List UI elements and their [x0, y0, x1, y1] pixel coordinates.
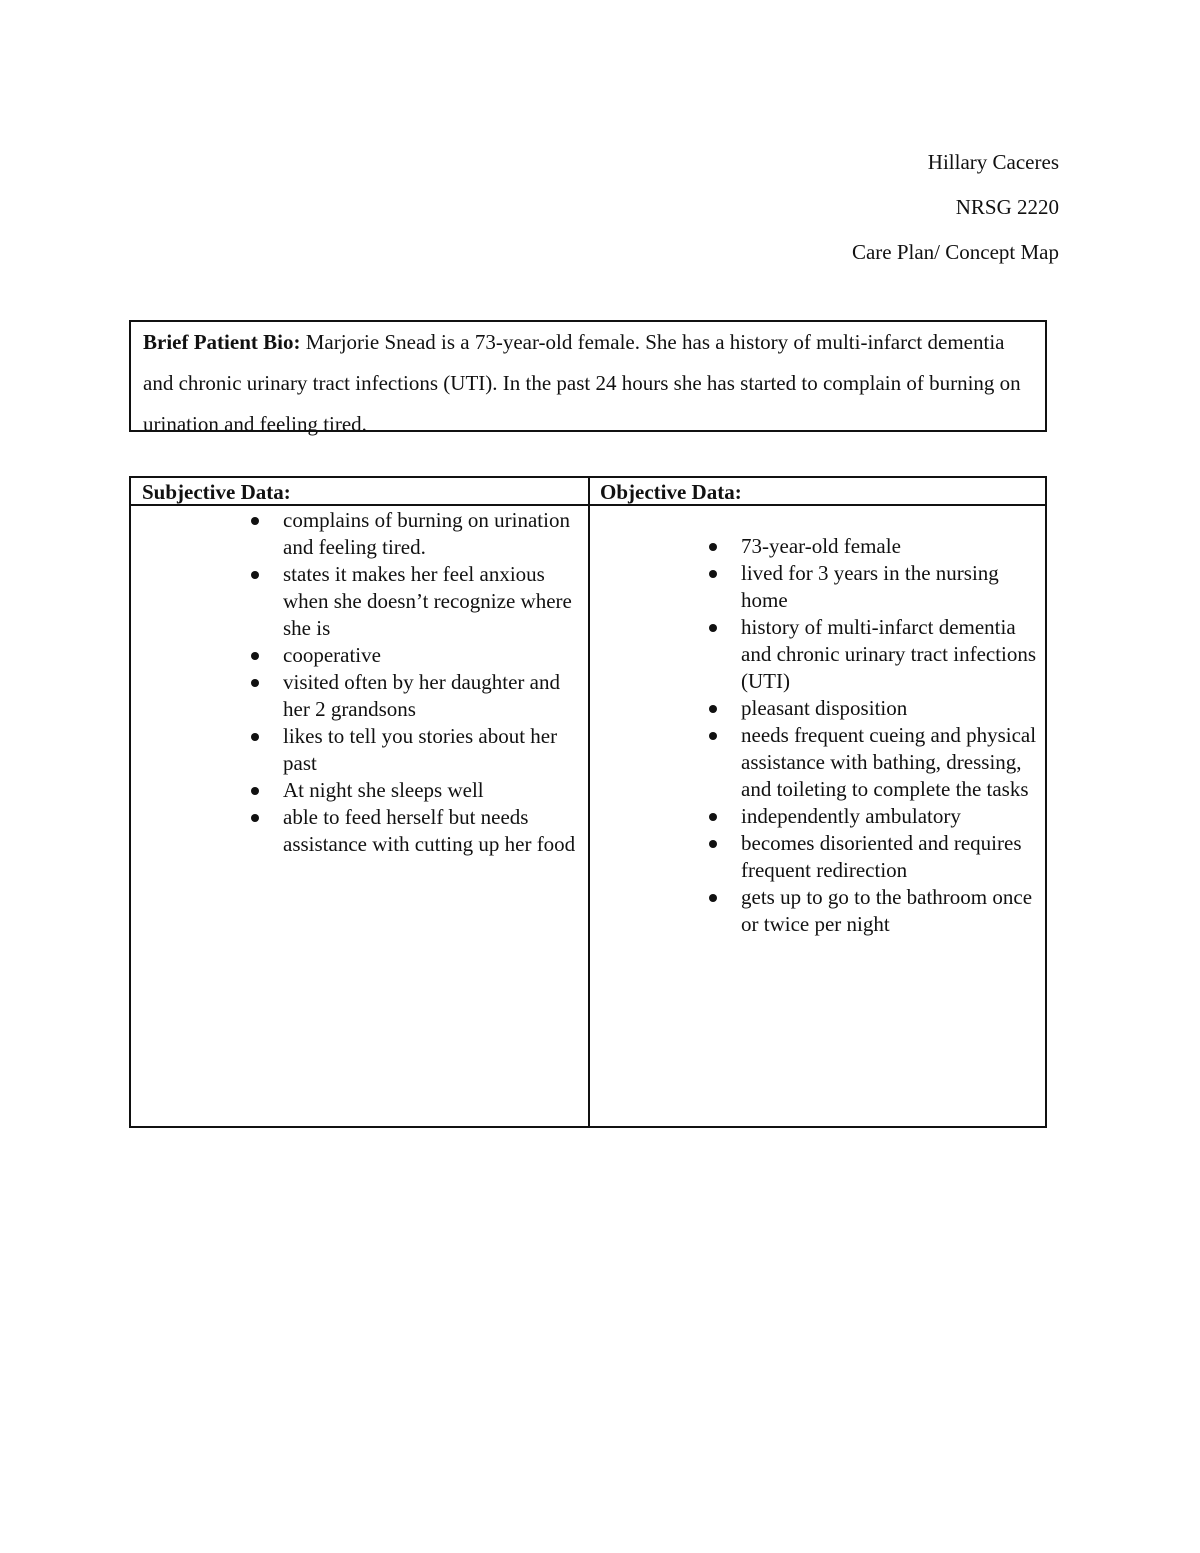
patient-bio-box: [129, 320, 1047, 436]
list-item-text: cooperative: [283, 643, 381, 667]
course-code: NRSG 2220: [955, 195, 1059, 219]
bullet-icon: [709, 813, 717, 821]
list-item-text: lived for 3 years in the nursing home: [741, 561, 999, 612]
list-item: [283, 669, 583, 723]
list-item: [283, 777, 583, 804]
bullet-icon: [251, 733, 259, 741]
list-item: [283, 804, 583, 858]
list-item-text: likes to tell you stories about her past: [283, 724, 558, 775]
list-item-text: history of multi-infarct dementia and chronic urinary tract infections (UTI): [741, 615, 1037, 693]
column-divider: [588, 478, 590, 1126]
author-name: Hillary Caceres: [927, 150, 1059, 174]
document-header: [852, 140, 1059, 275]
bullet-icon: [709, 570, 717, 578]
list-item: [741, 533, 1041, 560]
objective-data-list: [741, 533, 1041, 938]
list-item-text: independently ambulatory: [741, 804, 961, 828]
bullet-icon: [251, 814, 259, 822]
list-item-text: complains of burning on urination and feeling tired.: [283, 508, 570, 559]
list-item-text: becomes disoriented and requires frequent redirection: [741, 831, 1022, 882]
list-item-text: At night she sleeps well: [283, 778, 484, 802]
list-item-text: pleasant disposition: [741, 696, 908, 720]
bio-text: Marjorie Snead is a 73-year-old female. She has a history of multi-infarct dementia and chronic urinary tract infections (UTI). In the past 24 hours she has started to complain of burning on urination and feeling tired.: [143, 330, 1021, 436]
list-item-text: needs frequent cueing and physical assistance with bathing, dressing, and toileting to complete the tasks: [741, 723, 1037, 801]
bullet-icon: [709, 840, 717, 848]
bullet-icon: [251, 517, 259, 525]
list-item: [741, 614, 1041, 695]
bullet-icon: [251, 679, 259, 687]
list-item: [741, 830, 1041, 884]
bio-label: Brief Patient Bio:: [143, 330, 301, 354]
list-item: [283, 723, 583, 777]
list-item: [741, 884, 1041, 938]
bullet-icon: [709, 732, 717, 740]
header-row-divider: [131, 504, 1045, 506]
bullet-icon: [251, 571, 259, 579]
list-item-text: gets up to go to the bathroom once or twice per night: [741, 885, 1033, 936]
bullet-icon: [709, 543, 717, 551]
assignment-title: Care Plan/ Concept Map: [851, 240, 1059, 264]
list-item-text: able to feed herself but needs assistance with cutting up her food: [283, 805, 576, 856]
list-item: [741, 803, 1041, 830]
bullet-icon: [709, 624, 717, 632]
bullet-icon: [709, 705, 717, 713]
subjective-data-heading: Subjective Data:: [142, 480, 291, 504]
bullet-icon: [709, 894, 717, 902]
list-item: [283, 507, 583, 561]
list-item-text: states it makes her feel anxious when she doesn’t recognize where she is: [283, 562, 572, 640]
objective-data-heading: Objective Data:: [600, 480, 742, 504]
bullet-icon: [251, 652, 259, 660]
list-item: [741, 722, 1041, 803]
list-item: [283, 561, 583, 642]
list-item-text: 73-year-old female: [741, 534, 901, 558]
list-item: [741, 695, 1041, 722]
list-item: [283, 642, 583, 669]
list-item-text: visited often by her daughter and her 2 grandsons: [283, 670, 560, 721]
subjective-data-list: [283, 507, 583, 858]
bullet-icon: [251, 787, 259, 795]
list-item: [741, 560, 1041, 614]
